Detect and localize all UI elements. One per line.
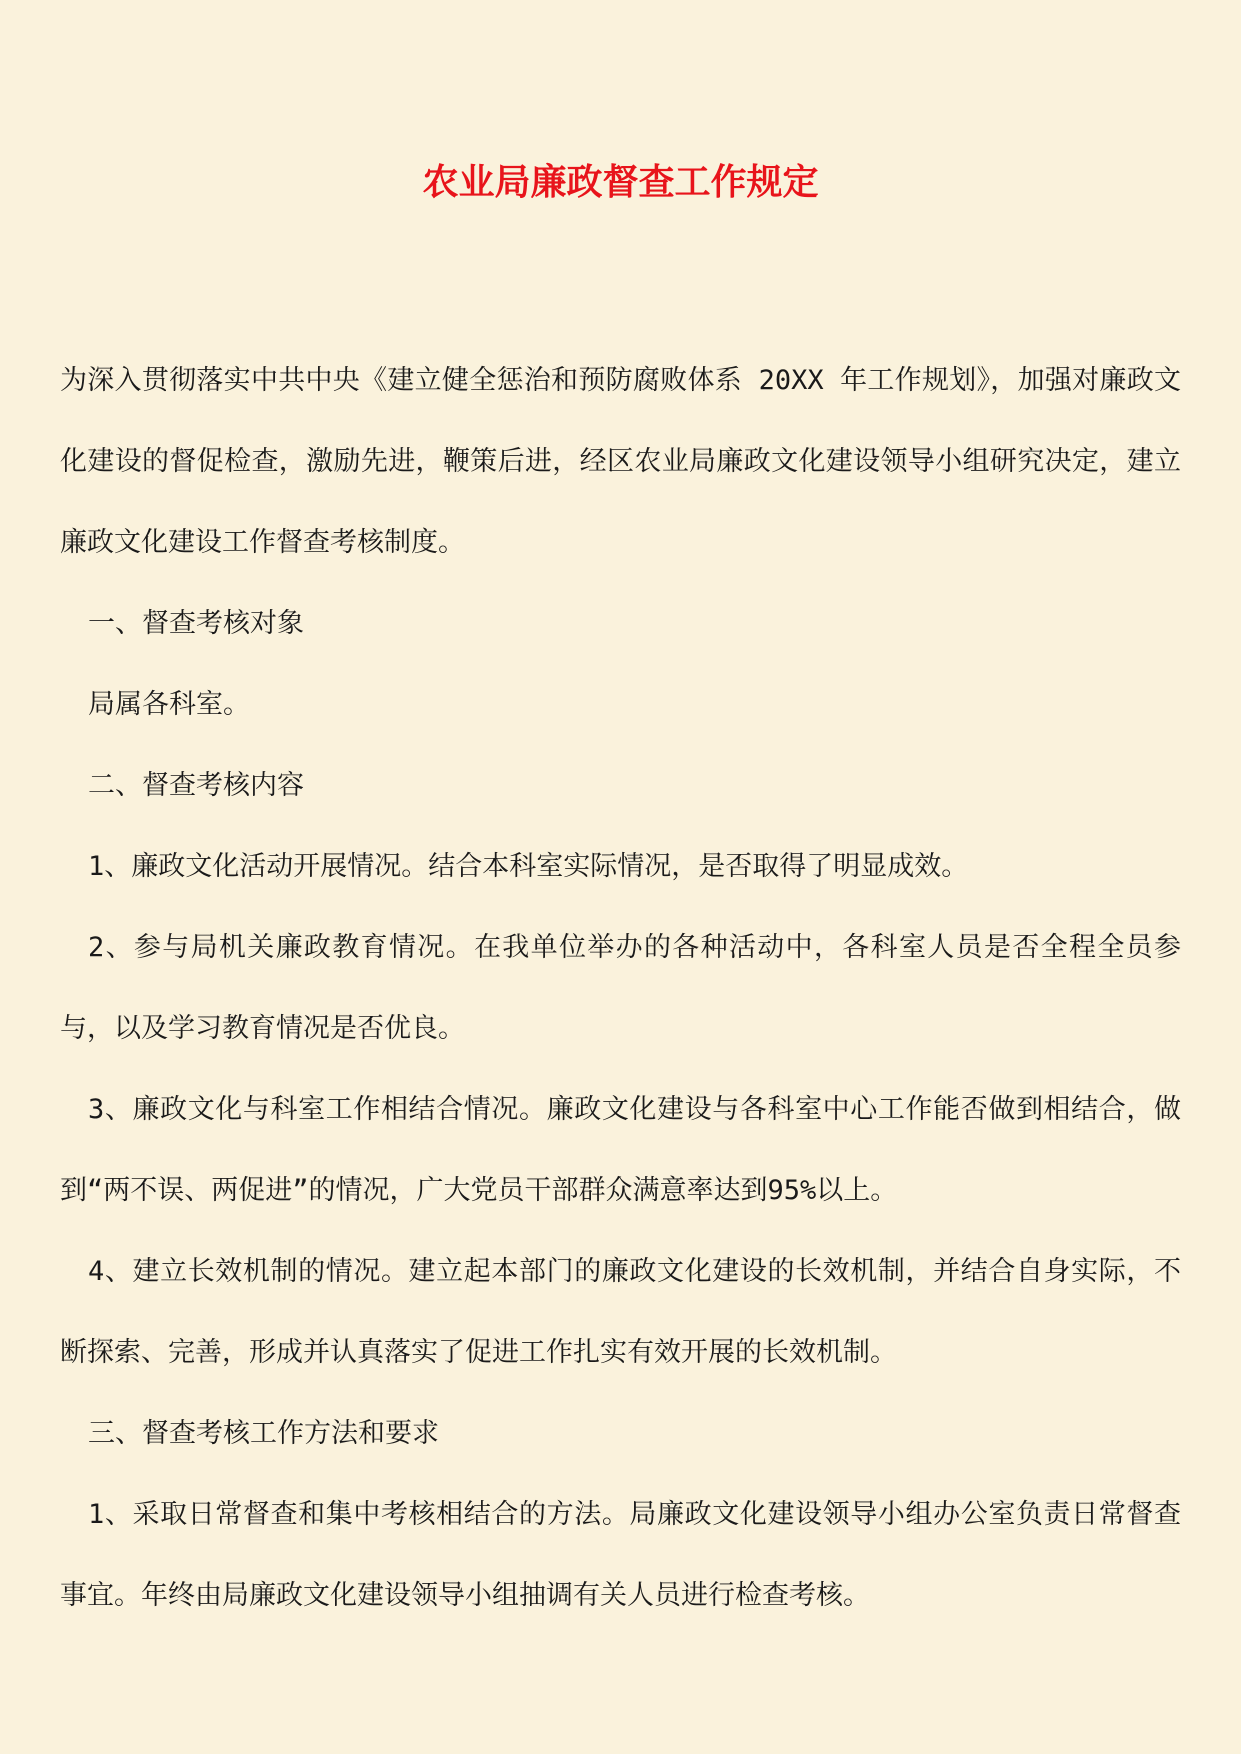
- document-body: [60, 340, 1181, 1636]
- section-heading-2: 二、督查考核内容: [88, 770, 304, 801]
- document-title: 农业局廉政督查工作规定: [422, 161, 819, 203]
- section-2-item-3: 3、廉政文化与科室工作相结合情况。廉政文化建设与各科室中心工作能否做到相结合，做到“两不误、两促进”的情况，广大党员干部群众满意率达到95%以上。: [60, 1094, 1181, 1206]
- section-1-content: 局属各科室。: [88, 689, 250, 720]
- section-3-item-1: 1、采取日常督查和集中考核相结合的方法。局廉政文化建设领导小组办公室负责日常督查事宜。年终由局廉政文化建设领导小组抽调有关人员进行检查考核。: [60, 1499, 1181, 1611]
- intro-paragraph: 为深入贯彻落实中共中央《建立健全惩治和预防腐败体系 20XX 年工作规划》，加强对廉政文化建设的督促检查，激励先进，鞭策后进，经区农业局廉政文化建设领导小组研究决定，建立廉政文化建设工作督查考核制度。: [60, 365, 1181, 558]
- section-2-item-4: 4、建立长效机制的情况。建立起本部门的廉政文化建设的长效机制，并结合自身实际，不断探索、完善，形成并认真落实了促进工作扎实有效开展的长效机制。: [60, 1256, 1181, 1368]
- section-heading-1: 一、督查考核对象: [88, 608, 304, 639]
- section-heading-3: 三、督查考核工作方法和要求: [88, 1418, 439, 1449]
- section-2-item-2: 2、参与局机关廉政教育情况。在我单位举办的各种活动中，各科室人员是否全程全员参与，以及学习教育情况是否优良。: [60, 932, 1181, 1044]
- section-2-item-1: 1、廉政文化活动开展情况。结合本科室实际情况，是否取得了明显成效。: [88, 851, 969, 882]
